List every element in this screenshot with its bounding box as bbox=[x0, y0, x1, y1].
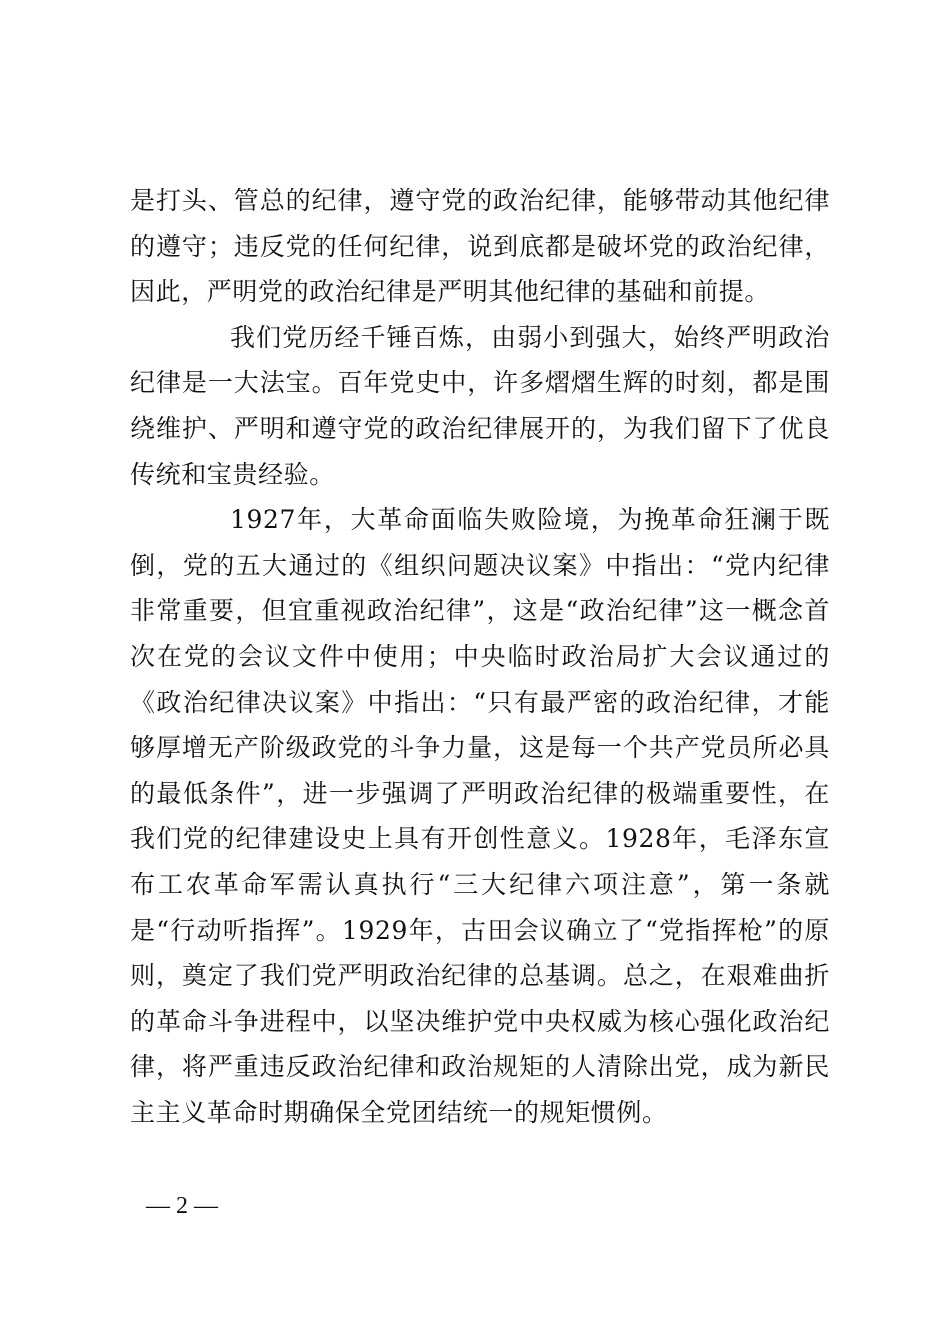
body-text bbox=[130, 178, 830, 1135]
paragraph-history-1927: 1927年，大革命面临失败险境，为挽革命狂澜于既倒，党的五大通过的《组织问题决议案》中指出：“党内纪律非常重要，但宜重视政治纪律”，这是“政治纪律”这一概念首次在党的会议文件中使用；中央临时政治局扩大会议通过的《政治纪律决议案》中指出：“只有最严密的政治纪律，才能够厚增无产阶级政党的斗争力量，这是每一个共产党员所必具的最低条件”，进一步强调了严明政治纪律的极端重要性，在我们党的纪律建设史上具有开创性意义。1928年，毛泽东宣布工农革命军需认真执行“三大纪律六项注意”，第一条就是“行动听指挥”。1929年，古田会议确立了“党指挥枪”的原则，奠定了我们党严明政治纪律的总基调。总之，在艰难曲折的革命斗争进程中，以坚决维护党中央权威为核心强化政治纪律，将严重违反政治纪律和政治规矩的人清除出党，成为新民主主义革命时期确保全党团结统一的规矩惯例。 bbox=[130, 505, 830, 1127]
paragraph-continuation: 是打头、管总的纪律，遵守党的政治纪律，能够带动其他纪律的遵守；违反党的任何纪律，说到底都是破坏党的政治纪律，因此，严明党的政治纪律是严明其他纪律的基础和前提。 bbox=[130, 186, 830, 307]
paragraph-party-discipline-treasure: 我们党历经千锤百炼，由弱小到强大，始终严明政治纪律是一大法宝。百年党史中，许多熠熠生辉的时刻，都是围绕维护、严明和遵守党的政治纪律展开的，为我们留下了优良传统和宝贵经验。 bbox=[130, 322, 830, 489]
page-number: — 2 — bbox=[146, 1193, 218, 1219]
